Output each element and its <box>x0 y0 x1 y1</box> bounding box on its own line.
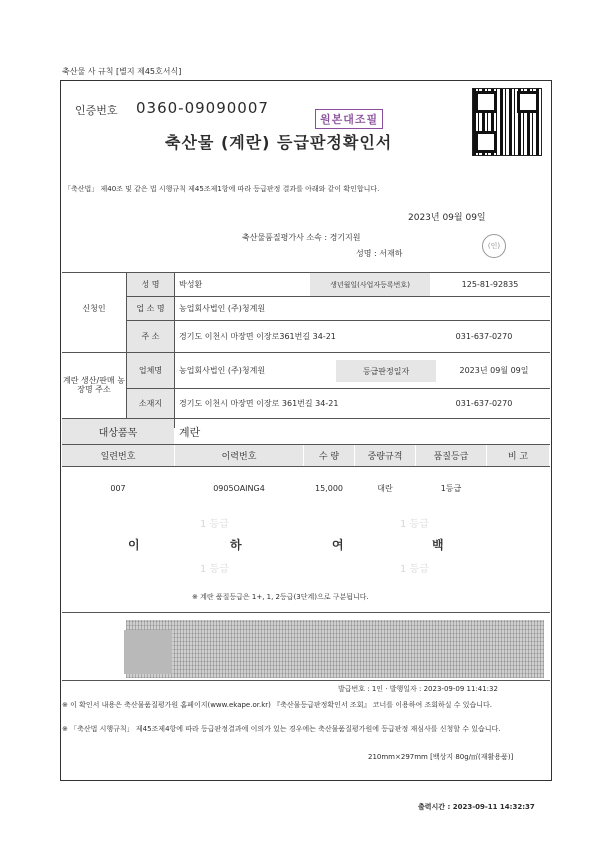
col-weight: 중량규격 <box>355 445 415 466</box>
ghost-grade-3: 1 등급 <box>200 564 229 575</box>
issue-date: 2023년 09월 09일 <box>408 213 486 223</box>
ghost-grade-1: 1 등급 <box>200 519 229 530</box>
table-row-weight: 대란 <box>377 483 393 493</box>
ghost-grade-2: 1 등급 <box>400 519 429 530</box>
col-quantity: 수 량 <box>304 445 354 466</box>
inspector-seal: (인) <box>482 234 506 258</box>
notice-appeal: ※ 「축산법 시행규칙」 제45조제4항에 따라 등급판정결과에 이의가 있는 경우에는 축산물품질평가원에 등급판정 재심사를 신청할 수 있습니다. <box>62 725 501 733</box>
security-pattern <box>126 620 544 678</box>
phone: 031-637-0270 <box>455 332 513 341</box>
col-serial: 일련번호 <box>62 445 174 466</box>
inspector-name: 성명 : 서재하 <box>356 249 403 258</box>
product-value: 계란 <box>179 425 201 439</box>
print-time: 출력시간 : 2023-09-11 14:32:37 <box>418 803 535 811</box>
address-label: 주 소 <box>127 321 174 352</box>
qr-code-icon <box>472 88 542 156</box>
farm-name-label: 업체명 <box>127 353 174 388</box>
company-name-label: 업 소 명 <box>127 297 174 320</box>
cert-number: 0360-09090007 <box>136 99 269 117</box>
blank-marker-3: 여 <box>332 538 344 552</box>
farm-location: 경기도 이천시 마장면 이장로 361번길 34-21 <box>179 399 339 408</box>
col-grade: 품질등급 <box>416 445 486 466</box>
frame-top <box>60 80 552 81</box>
grade-note: ※ 계란 품질등급은 1+, 1, 2등급(3단계)으로 구분됩니다. <box>192 593 369 601</box>
blank-marker-4: 백 <box>432 538 444 552</box>
applicant-section-label: 신청인 <box>82 303 106 313</box>
basis-text: 「축산법」 제40조 및 같은 법 시행규칙 제45조제1항에 따라 등급판정 결과를 아래와 같이 확인합니다. <box>64 185 380 193</box>
issue-info: 발급번호 : 1인 · 발행일자 : 2023-09-09 11:41:32 <box>338 685 498 693</box>
blank-marker-1: 이 <box>128 538 140 552</box>
farm-location-label: 소재지 <box>127 389 174 418</box>
table-row-quantity: 15,000 <box>315 483 343 493</box>
farm-name: 농업회사법인 (주)청계원 <box>179 366 266 375</box>
col-trace-number: 이력번호 <box>175 445 303 466</box>
grading-date: 2023년 09월 09일 <box>459 366 529 375</box>
original-stamp: 원본대조필 <box>315 109 383 129</box>
product-label: 대상품목 <box>62 419 174 444</box>
blank-marker-2: 하 <box>230 538 242 552</box>
notice-inquiry: ※ 이 확인서 내용은 축산물품질평가원 홈페이지(www.ekape.or.kr) 『축산물등급판정확인서 조회』 코너를 이용하여 조회하실 수 있습니다. <box>62 701 493 709</box>
address: 경기도 이천시 마장면 이장로361번길 34-21 <box>179 332 336 341</box>
company-name: 농업회사법인 (주)청계원 <box>179 304 266 313</box>
applicant-name-label: 성 명 <box>127 273 174 296</box>
table-row-trace-number: 0905OAING4 <box>213 483 265 493</box>
table-row-serial: 007 <box>110 483 126 493</box>
table-row-grade: 1등급 <box>440 483 462 493</box>
farm-phone: 031-637-0270 <box>455 399 513 408</box>
business-number: 125-81-92835 <box>461 280 519 289</box>
document-title: 축산물 (계란) 등급판정확인서 <box>165 133 393 152</box>
col-remarks: 비 고 <box>487 445 549 466</box>
frame-right <box>551 80 552 780</box>
cert-number-label: 인증번호 <box>75 104 118 117</box>
frame-left <box>60 80 61 780</box>
grading-date-label: 등급판정일자 <box>336 360 436 382</box>
business-number-label: 생년월일(사업자등록번호) <box>310 273 430 296</box>
form-reference: 축산물 사 규칙 [별지 제45호서식] <box>62 67 182 76</box>
applicant-name: 박성환 <box>179 280 203 289</box>
ghost-grade-4: 1 등급 <box>400 564 429 575</box>
inspector-affiliation: 축산물품질평가사 소속 : 경기지원 <box>242 233 361 242</box>
paper-spec: 210mm×297mm [백상지 80g/㎡(재활용품)] <box>368 753 514 761</box>
farm-section-label: 계란 생산/판매 농장명 주소 <box>63 376 125 394</box>
security-mark <box>124 630 172 674</box>
